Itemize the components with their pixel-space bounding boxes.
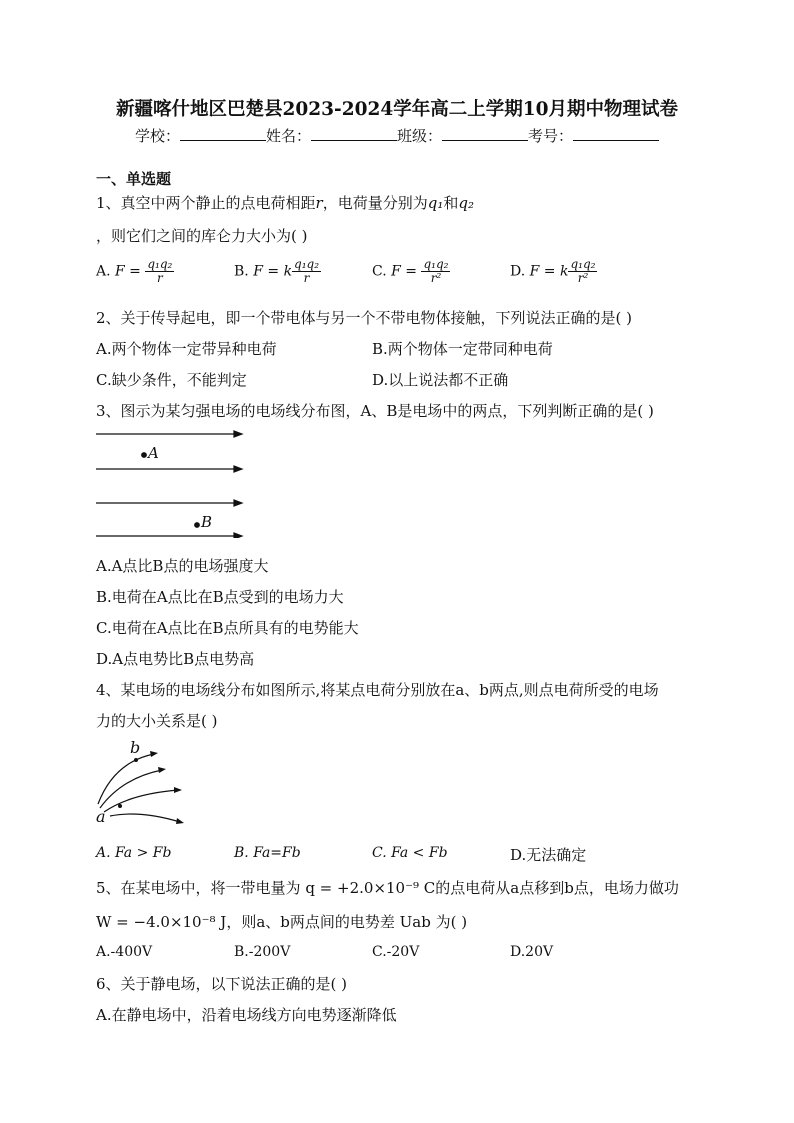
q5-option-c[interactable]: C.-20V: [372, 944, 420, 960]
point-a-dot: [142, 453, 147, 458]
q6-option-a[interactable]: A.在静电场中，沿着电场线方向电势逐渐降低: [96, 1006, 397, 1024]
q5-stem-line2: W = −4.0×10⁻⁸ J，则a、b两点间的电势差 Uab 为( ): [96, 913, 468, 931]
uniform-field-diagram: [94, 426, 254, 538]
q3-option-c[interactable]: C.电荷在A点比在B点所具有的电势能大: [96, 619, 359, 637]
numerator: q₁q₂: [147, 257, 173, 271]
q5-option-a[interactable]: A.-400V: [96, 944, 153, 960]
fraction: [145, 258, 174, 285]
point-b-label: B: [201, 513, 213, 531]
section-heading: 一、单选题: [96, 170, 172, 188]
q3-stem: 3、图示为某匀强电场的电场线分布图，A、B是电场中的两点，下列判断正确的是( ): [96, 402, 654, 420]
arrowhead: [234, 466, 242, 472]
q4-stem-line2: 力的大小关系是( ): [96, 712, 218, 730]
q1-option-a[interactable]: [96, 258, 174, 285]
q2-option-b[interactable]: B.两个物体一定带同种电荷: [372, 340, 553, 358]
denominator: r²: [577, 271, 589, 286]
formula-lhs: F =: [115, 263, 141, 280]
q2-stem: 2、关于传导起电，即一个带电体与另一个不带电物体接触，下列说法正确的是( ): [96, 309, 633, 327]
exam-number-blank[interactable]: [573, 126, 659, 141]
fraction: [568, 258, 597, 285]
q2-option-c[interactable]: C.缺少条件，不能判定: [96, 371, 247, 389]
numerator: q₁q₂: [423, 257, 449, 271]
formula-lhs: F =: [391, 263, 418, 280]
q5-option-b[interactable]: B.-200V: [234, 944, 291, 960]
formula-k: k: [560, 263, 569, 280]
numerator: q₁q₂: [294, 257, 320, 271]
q1-stem-b: ，电荷量分别为: [322, 194, 428, 212]
q1-stem-a: 1、真空中两个静止的点电荷相距: [96, 194, 316, 212]
q2-option-d[interactable]: D.以上说法都不正确: [372, 371, 509, 389]
field-line: [100, 770, 162, 808]
q3-option-a[interactable]: A.A点比B点的电场强度大: [96, 557, 269, 575]
q1-var-q1: q₁: [427, 194, 444, 212]
q4-option-b[interactable]: B. Fa=Fb: [234, 845, 301, 861]
q4-option-a[interactable]: A. Fa > Fb: [96, 845, 172, 861]
field-line: [104, 790, 178, 812]
option-label: C.: [372, 263, 387, 280]
q5-stem-line1: 5、在某电场中，将一带电量为 q = +2.0×10⁻⁹ C的点电荷从a点移到b点，电场力做功: [96, 879, 679, 897]
exam-number-label: 考号：: [528, 127, 574, 145]
class-label: 班级：: [397, 127, 443, 145]
name-blank[interactable]: [311, 126, 397, 141]
option-label: A.: [96, 263, 111, 280]
arrowhead: [234, 500, 242, 506]
q1-option-b[interactable]: [234, 258, 321, 285]
student-info-line: [0, 125, 794, 146]
q1-stem-line2: ，则它们之间的库仑力大小为( ): [96, 227, 308, 245]
denominator: r: [303, 271, 310, 286]
school-label: 学校：: [134, 127, 180, 145]
q1-option-c[interactable]: [372, 258, 450, 285]
point-a-label: A: [148, 444, 159, 462]
q6-stem: 6、关于静电场，以下说法正确的是( ): [96, 975, 348, 993]
q3-option-d[interactable]: D.A点电势比B点电势高: [96, 650, 255, 668]
arrowhead: [234, 431, 242, 437]
field-line: [98, 754, 154, 804]
fraction: [421, 258, 450, 285]
arrowhead: [174, 787, 182, 793]
class-blank[interactable]: [442, 126, 528, 141]
option-label: B.: [234, 263, 249, 280]
formula-lhs: F =: [253, 263, 280, 280]
formula-lhs: F =: [529, 263, 556, 280]
q1-stem-line1: [96, 192, 474, 213]
formula-k: k: [283, 263, 293, 280]
q4-stem-line1: 4、某电场的电场线分布如图所示,将某点电荷分别放在a、b两点,则点电荷所受的电场: [96, 681, 659, 699]
point-b-label: b: [130, 738, 141, 757]
q1-option-d[interactable]: [510, 258, 597, 285]
q1-var-q2: q₂: [458, 194, 474, 212]
point-a-dot: [118, 804, 122, 808]
arrowhead: [158, 767, 166, 773]
arrowhead: [176, 818, 184, 824]
field-line: [110, 814, 180, 822]
denominator: r²: [430, 271, 442, 286]
q4-option-d[interactable]: D.无法确定: [510, 846, 587, 864]
page-title: 新疆喀什地区巴楚县2023-2024学年高二上学期10月期中物理试卷: [116, 99, 678, 120]
point-b-dot: [134, 758, 138, 762]
q1-var-r: r: [315, 194, 323, 212]
q4-option-c[interactable]: C. Fa < Fb: [372, 845, 448, 861]
fraction: [292, 258, 321, 285]
numerator: q₁q₂: [570, 257, 596, 271]
point-b-dot: [195, 523, 200, 528]
q2-option-a[interactable]: A.两个物体一定带异种电荷: [96, 340, 277, 358]
q5-option-d[interactable]: D.20V: [510, 944, 554, 960]
point-a-label: a: [96, 807, 106, 826]
option-label: D.: [510, 263, 526, 280]
denominator: r: [156, 271, 163, 286]
name-label: 姓名：: [265, 127, 311, 145]
q3-option-b[interactable]: B.电荷在A点比在B点受到的电场力大: [96, 588, 344, 606]
arrowhead: [234, 533, 242, 538]
school-blank[interactable]: [180, 126, 266, 141]
q1-and: 和: [443, 194, 459, 212]
arrowhead: [150, 751, 158, 757]
nonuniform-field-diagram: [92, 738, 202, 830]
